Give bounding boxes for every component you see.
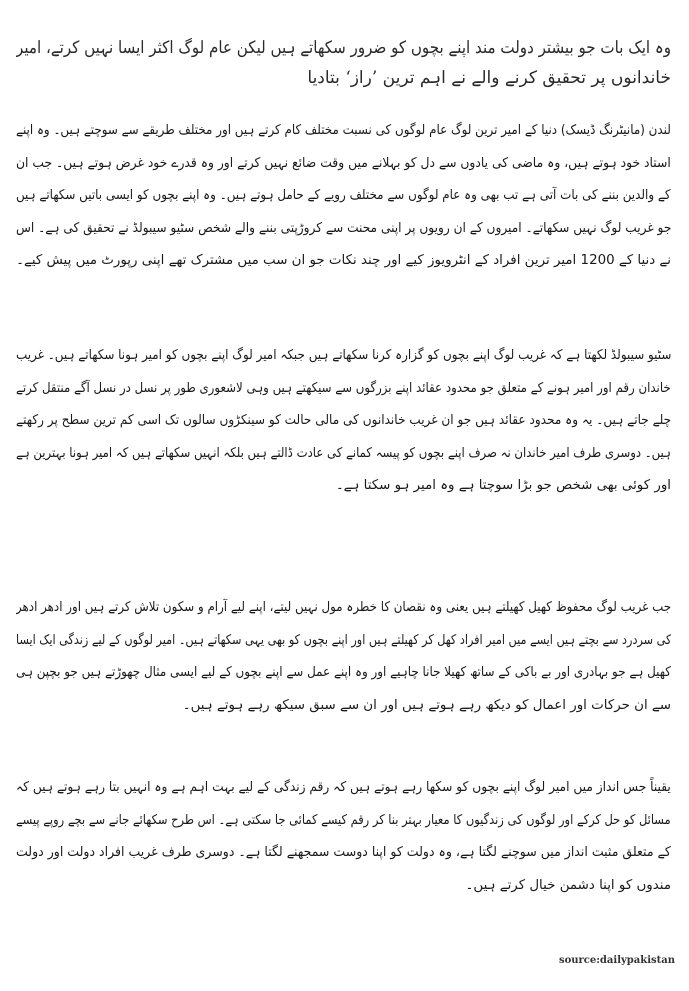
headline-line: خاندانوں پر تحقیق کرنے والے نے اہم ترین ’راز‘ بتادیا xyxy=(307,68,671,88)
paragraph-line: کھیل ہے جو بہادری اور بے باکی کے ساتھ کھیلا جانا چاہیے اور وہ اپنے عمل سے اپنے بچوں کے لیے ایسی مثال چھوڑتے ہیں جو بچپن ہی xyxy=(16,665,671,680)
paragraph-line: لندن (مانیٹرنگ ڈیسک) دنیا کے امیر ترین لوگ عام لوگوں کی نسبت مختلف کام کرتے ہیں اور مختلف طریقے سے سوچتے ہیں۔ وہ اپنے xyxy=(16,123,671,138)
paragraph-risk xyxy=(16,592,671,722)
paragraph-line: مسائل کو حل کرکے اور لوگوں کی زندگیوں کا معیار بہتر بنا کر رقم کیسے کمائی جا سکتی ہے۔ اس طرح سکھائے جانے سے بچے روپے پیسے xyxy=(16,812,671,828)
source-credit: source:dailypakistan xyxy=(558,955,675,966)
paragraph-line: کی سردرد سے بچتے ہیں ایسے میں امیر افراد کھل کر کھیلتے ہیں اور اپنے بچوں کو بھی یہی سکھاتے ہیں۔ امیر لوگوں کے لیے زندگی ایک ایسا xyxy=(16,632,671,648)
paragraph-line: کے متعلق مثبت انداز میں سوچنے لگتا ہے، وہ دولت کو اپنا دوست سمجھنے لگتا ہے۔ دوسری طرف غریب افراد دولت اور دولت xyxy=(16,845,671,860)
paragraph-intro xyxy=(16,115,671,278)
paragraph-line: اور کوئی بھی شخص جو بڑا سوچتا ہے وہ امیر ہو سکتا ہے۔ xyxy=(335,478,671,493)
paragraph-line: خاندان رقم اور امیر ہونے کے متعلق جو محدود عقائد اپنے بزرگوں سے سیکھتے ہیں وہی لاشعوری طور پر نسل در نسل آگے منتقل کرتے xyxy=(16,380,671,396)
paragraph-poor-vs-rich xyxy=(16,340,671,503)
paragraph-line: جو غریب لوگ نہیں سکھاتے۔ امیروں کے ان رویوں پر اپنی محنت سے کروڑپتی بننے والے شخص سٹیو سیبولڈ نے تحقیق کی ہے۔ اس xyxy=(16,220,671,236)
paragraph-money-mindset xyxy=(16,772,671,902)
paragraph-line: سٹیو سیبولڈ لکھتا ہے کہ غریب لوگ اپنے بچوں کو گزارہ کرنا سکھاتے ہیں جبکہ امیر لوگ اپنے بچوں کو امیر ہونا سکھاتے ہیں۔ غریب xyxy=(16,348,671,363)
paragraph-line: استاد خود ہوتے ہیں، وہ ماضی کی یادوں سے دل کو بہلانے میں وقت ضائع نہیں کرتے اور وہ قدرے خود غرض ہوتے ہیں۔ جب ان xyxy=(16,155,671,171)
paragraph-line: یقیناً جس انداز میں امیر لوگ اپنے بچوں کو سکھا رہے ہوتے ہیں کہ رقم زندگی کے لیے بہت اہم ہے وہ انہیں بتا رہے ہوتے ہیں کہ xyxy=(16,780,671,795)
paragraph-line: سے ان حرکات اور اعمال کو دیکھ رہے ہوتے ہیں اور ان سے سبق سیکھ رہے ہوتے ہیں۔ xyxy=(182,697,671,713)
paragraph-line: نے دنیا کے 1200 امیر ترین افراد کے انٹرویوز کیے اور چند نکات جو ان سب میں مشترک تھے اپنی رپورٹ میں پیش کیے۔ xyxy=(16,253,671,268)
paragraph-line: چلے جاتے ہیں۔ یہ وہ محدود عقائد ہیں جو ان غریب خاندانوں کی مالی حالت کو سینکڑوں سالوں تک اسی کم ترین سطح پر رکھتے xyxy=(16,413,671,428)
headline-line: وہ ایک بات جو بیشتر دولت مند اپنے بچوں کو ضرور سکھاتے ہیں لیکن عام لوگ اکثر ایسا نہیں کرتے، امیر xyxy=(16,38,671,58)
paragraph-line: کے والدین بننے کی بات آتی ہے تب بھی وہ عام لوگوں سے مختلف رویے کے حامل ہوتے ہیں۔ وہ اپنے بچوں کو ایسی باتیں سکھاتے ہیں xyxy=(16,188,671,203)
paragraph-line: مندوں کو اپنا دشمن خیال کرتے ہیں۔ xyxy=(465,877,671,893)
paragraph-line: جب غریب لوگ محفوظ کھیل کھیلتے ہیں یعنی وہ نقصان کا خطرہ مول نہیں لیتے، اپنے لیے آرام و سکون تلاش کرتے ہیں اور ادھر ادھر xyxy=(16,600,671,615)
paragraph-line: ہیں۔ دوسری طرف امیر خاندان نہ صرف اپنے بچوں کو پیسہ کمانے کی عادت ڈالتے ہیں بلکہ انہیں سکھاتے ہیں کہ امیر ہونا بہترین ہے xyxy=(16,445,671,461)
article-headline xyxy=(16,33,671,93)
